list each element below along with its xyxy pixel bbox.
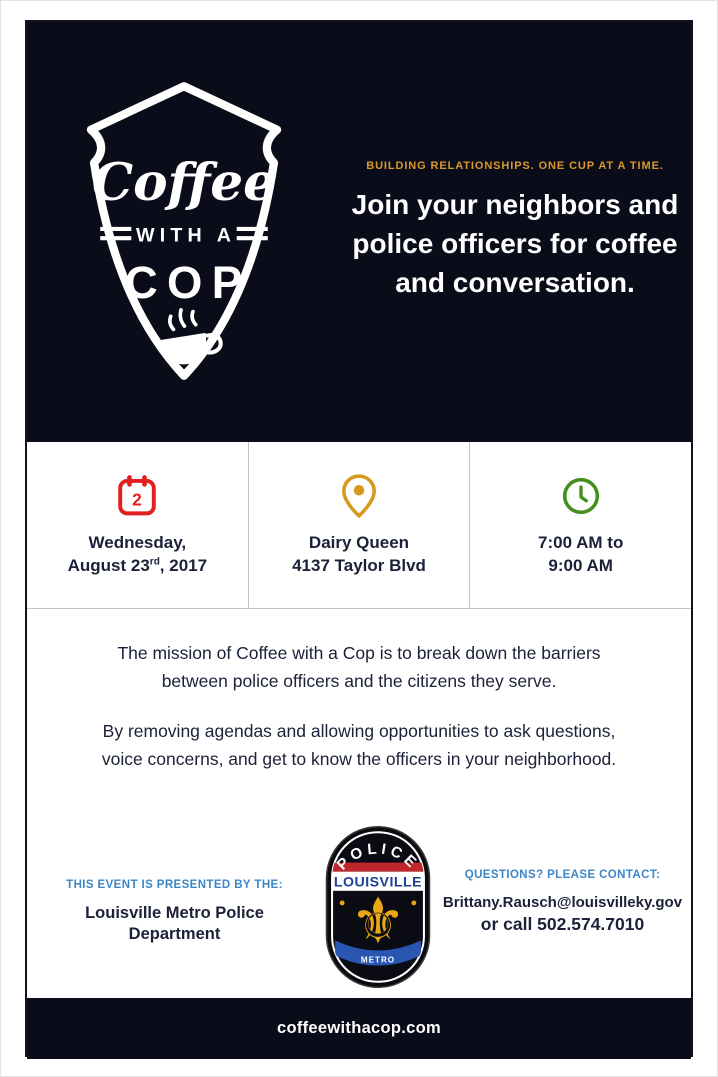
footer [27,998,691,1059]
louisville-police-badge [325,825,431,989]
location-pin-icon [340,473,378,519]
event-location-column [248,442,470,608]
logo-word-with-a: WITH A [136,224,237,247]
contact-phone: or call 502.574.7010 [480,914,645,934]
badge-word-metro: METRO [360,955,396,965]
contact-email: Brittany.Rausch@louisvilleky.gov [442,894,683,911]
event-date-column [27,442,248,608]
clock-icon [561,476,601,516]
event-time-column [469,442,691,608]
event-location-text: Dairy Queen 4137 Taylor Blvd [292,533,426,575]
logo-word-coffee: Coffee [91,151,277,213]
mission-section [27,609,691,819]
presenter-name: Louisville Metro Police Department [85,904,264,944]
header-tagline: BUILDING RELATIONSHIPS. ONE CUP AT A TIME. [366,160,664,172]
presented-by-heading: THIS EVENT IS PRESENTED BY THE: [66,879,283,891]
fleur-de-lis-icon: ⚜ [349,884,407,958]
header-text-block [345,160,685,303]
logo-word-cop: COP [124,257,252,309]
badge-word-louisville: LOUISVILLE [333,873,423,890]
event-date-text: Wednesday, August 23rd, 2017 [67,533,208,575]
contact-block [434,819,691,998]
event-details-row [27,442,691,609]
header-heading: Join your neighbors and police officers for coffee and conversation. [351,189,679,299]
presenter-row [27,819,691,998]
event-time-text: 7:00 AM to 9:00 AM [538,533,624,575]
presented-by-block [27,819,322,998]
badge-word-police: POLICE [333,840,423,874]
mission-paragraph-1: The mission of Coffee with a Cop is to break down the barriers between police officers and the citizens they serve. [117,643,601,691]
calendar-icon [116,474,158,518]
header [27,22,691,442]
flyer [25,20,693,1057]
contact-heading: QUESTIONS? PLEASE CONTACT: [464,869,661,881]
mission-paragraph-2: By removing agendas and allowing opportunities to ask questions, voice concerns, and get to know the officers in your neighborhood. [101,721,617,769]
calendar-day-number: 2 [132,489,143,510]
police-badge-block [322,819,434,998]
coffee-with-a-cop-shield-logo [65,78,303,384]
footer-url: coffeewithacop.com [276,1019,441,1037]
